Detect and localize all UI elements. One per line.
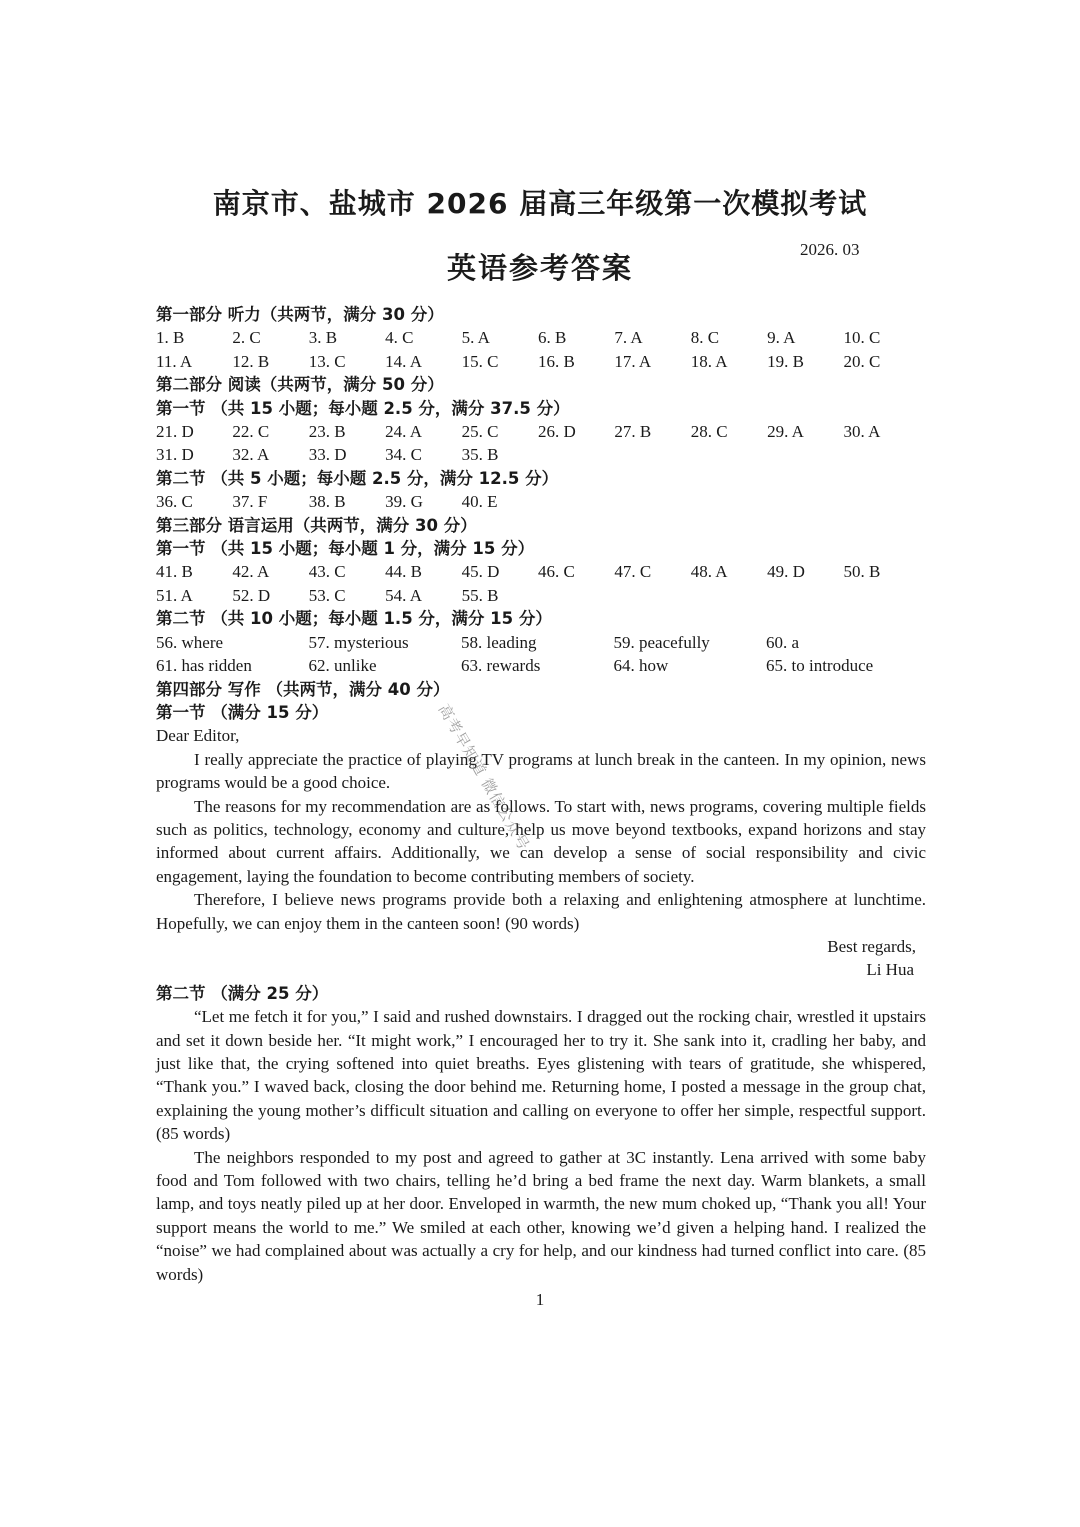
letter-closing: Best regards, <box>827 936 916 956</box>
answer-row <box>156 490 926 513</box>
answer-item: 11. A <box>156 351 193 371</box>
answer-item: 25. C <box>461 422 499 442</box>
answer-item: 60. a <box>766 632 800 652</box>
answer-item: 10. C <box>843 328 881 348</box>
answer-item: 21. D <box>156 422 194 442</box>
answer-item: 29. A <box>767 422 804 442</box>
answer-row <box>156 654 926 677</box>
page-number: 1 <box>535 1290 545 1309</box>
answer-item: 57. mysterious <box>308 632 409 652</box>
answer-item: 3. B <box>308 328 338 348</box>
answer-item: 7. A <box>614 328 643 348</box>
letter-paragraph: Therefore, I believe news programs provide both a relaxing and enlightening atmosphere at lunchtime. Hopefully, we can enjoy them in the canteen soon! (90 words) <box>156 890 926 933</box>
answer-item: 65. to introduce <box>766 656 874 676</box>
answer-item: 22. C <box>232 422 270 442</box>
answer-item: 39. G <box>385 492 423 512</box>
answer-item: 45. D <box>461 562 500 582</box>
part3-section1-heading: 第一节 （共 15 小题；每小题 1 分，满分 15 分） <box>156 539 535 559</box>
answer-content <box>156 303 926 1286</box>
answer-item: 23. B <box>308 422 346 442</box>
part2-section2-heading: 第二节 （共 5 小题；每小题 2.5 分，满分 12.5 分） <box>156 468 559 488</box>
answer-item: 17. A <box>614 351 652 371</box>
answer-item: 54. A <box>385 585 423 605</box>
answer-item: 44. B <box>385 562 423 582</box>
part4-section1-heading: 第一节 （满分 15 分） <box>156 702 329 722</box>
answer-item: 1. B <box>156 328 185 348</box>
answer-item: 49. D <box>767 562 805 582</box>
part4-heading: 第四部分 写作 （共两节，满分 40 分） <box>156 679 450 699</box>
answer-item: 58. leading <box>461 632 537 652</box>
exam-date: 2026. 03 <box>800 240 860 259</box>
answer-item: 12. B <box>232 351 270 371</box>
answer-item: 34. C <box>385 445 423 465</box>
answer-item: 62. unlike <box>308 656 377 676</box>
answer-row <box>156 584 926 607</box>
answer-item: 19. B <box>767 351 804 371</box>
watermark: 高考早知道 微信公众号 <box>434 701 534 854</box>
answer-item: 55. B <box>461 585 499 605</box>
answer-item: 48. A <box>690 562 728 582</box>
answer-item: 15. C <box>461 351 499 371</box>
exam-title: 南京市、盐城市 2026 届高三年级第一次模拟考试 <box>212 187 868 220</box>
answer-item: 26. D <box>537 422 576 442</box>
answer-item: 40. E <box>461 492 498 512</box>
answer-item: 13. C <box>308 351 346 371</box>
answer-item: 16. B <box>537 351 575 371</box>
part2-heading: 第二部分 阅读（共两节，满分 50 分） <box>156 375 444 395</box>
answer-item: 33. D <box>308 445 347 465</box>
part2-section1-heading: 第一节 （共 15 小题；每小题 2.5 分，满分 37.5 分） <box>156 398 570 418</box>
answer-item: 8. C <box>690 328 720 348</box>
part4-section2-heading: 第二节 （满分 25 分） <box>156 983 329 1003</box>
answer-item: 37. F <box>232 492 268 512</box>
part3-heading: 第三部分 语言运用（共两节，满分 30 分） <box>156 515 477 535</box>
answer-item: 2. C <box>232 328 261 348</box>
answer-item: 36. C <box>156 492 193 512</box>
answer-item: 42. A <box>232 562 270 582</box>
answer-row <box>156 420 926 443</box>
part1-heading: 第一部分 听力（共两节，满分 30 分） <box>156 305 444 324</box>
answer-row <box>156 350 926 373</box>
story-paragraph: The neighbors responded to my post and agreed to gather at 3C instantly. Lena arrived with some baby food and Tom followed with two chairs, telling he’d bring a bed frame the next day. Warm blankets, a small lamp, and toys neatly piled up at her door. Enveloped in warmth, the new mum choked up, “Thank you all! Your support means the world to me.” We smiled at each other, knowing we’d given a helping hand. I realized the “noise” we had complained about was actually a cry for help, and our kindness had turned conflict into care. (85 words) <box>156 1147 926 1284</box>
answer-item: 30. A <box>843 422 881 442</box>
answer-key-title: 英语参考答案 <box>446 251 633 285</box>
letter-paragraph: The reasons for my recommendation are as follows. To start with, news programs, covering multiple fields such as politics, technology, economy and culture, help us move beyond textbooks, expand horizons and stay informed about current affairs. Additionally, we can develop a sense of social responsibility and civic engagement, laying the foundation to become contributing members of society. <box>156 796 926 886</box>
answer-item: 6. B <box>537 328 567 348</box>
answer-item: 52. D <box>232 585 271 605</box>
answer-item: 51. A <box>156 585 193 605</box>
answer-item: 18. A <box>690 351 728 371</box>
answer-item: 31. D <box>156 445 194 465</box>
answer-row <box>156 560 926 583</box>
answer-item: 64. how <box>613 656 669 676</box>
answer-item: 4. C <box>385 328 414 348</box>
part1-answers <box>156 326 926 373</box>
answer-item: 32. A <box>232 445 270 465</box>
letter-greeting: Dear Editor, <box>156 726 240 746</box>
answer-item: 41. B <box>156 562 193 582</box>
answer-item: 59. peacefully <box>613 632 710 652</box>
answer-item: 47. C <box>614 562 652 582</box>
answer-item: 5. A <box>461 328 490 348</box>
answer-item: 28. C <box>690 422 728 442</box>
answer-row <box>156 631 926 654</box>
story-paragraph: “Let me fetch it for you,” I said and rushed downstairs. I dragged out the rocking chair, wrestled it upstairs and set it down beside her. “It might work,” I encouraged her to try it. She sank into it, cradling her baby, and just like that, the crying softened into quiet breaths. Eyes glistening with tears of gratitude, she whispered, “Thank you.” I waved back, closing the door behind me. Returning home, I posted a message in the group chat, explaining the young mother’s difficult situation and calling on everyone to offer her simple, respectful support. (85 words) <box>156 1007 926 1144</box>
answer-item: 61. has ridden <box>156 656 252 676</box>
answer-row <box>156 326 926 349</box>
answer-item: 50. B <box>843 562 881 582</box>
answer-item: 38. B <box>308 492 346 512</box>
letter-signature: Li Hua <box>866 960 914 980</box>
answer-item: 24. A <box>385 422 423 442</box>
answer-item: 53. C <box>308 585 346 605</box>
answer-item: 35. B <box>461 445 499 465</box>
answer-item: 46. C <box>537 562 575 582</box>
answer-item: 14. A <box>385 351 423 371</box>
answer-item: 27. B <box>614 422 652 442</box>
answer-item: 20. C <box>843 351 881 371</box>
letter-paragraph: I really appreciate the practice of playing TV programs at lunch break in the canteen. In my opinion, news programs would be a good choice. <box>156 749 926 793</box>
answer-item: 43. C <box>308 562 346 582</box>
answer-item: 9. A <box>767 328 796 348</box>
answer-row <box>156 443 926 466</box>
answer-item: 56. where <box>156 632 224 652</box>
answer-item: 63. rewards <box>461 656 541 676</box>
part3-section2-heading: 第二节 （共 10 小题；每小题 1.5 分，满分 15 分） <box>156 609 552 629</box>
